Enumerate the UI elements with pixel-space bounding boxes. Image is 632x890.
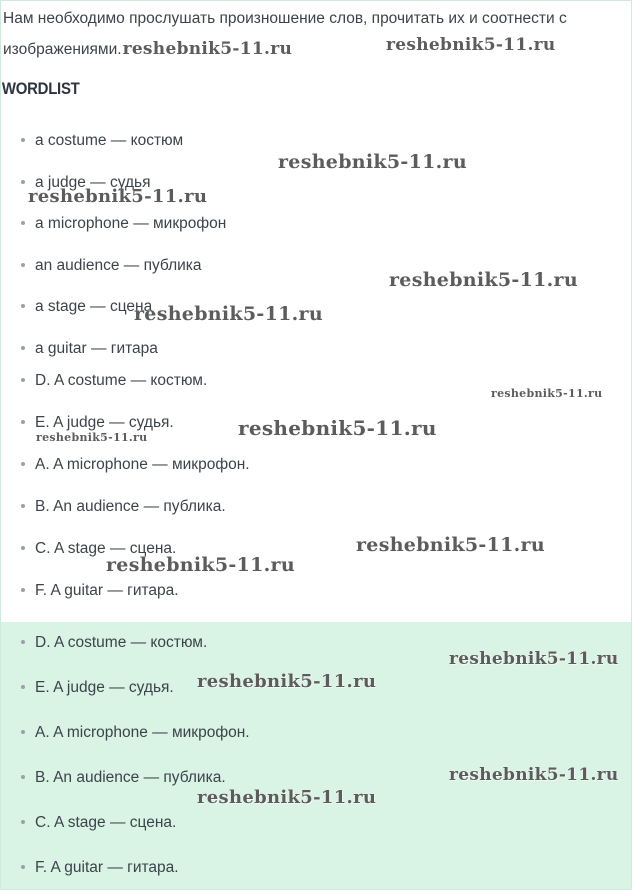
answers-list [1, 372, 631, 599]
list-item: D. A costume — костюм. [1, 634, 631, 651]
watermark: reshebnik5-11.ru [134, 303, 323, 325]
intro-paragraph [1, 1, 631, 65]
watermark: reshebnik5-11.ru [106, 554, 295, 576]
watermark: reshebnik5-11.ru [197, 787, 377, 808]
list-item: C. A stage — сцена. [1, 814, 631, 831]
list-item: a microphone — микрофон [1, 215, 631, 232]
watermark: reshebnik5-11.ru [356, 534, 545, 556]
watermark: reshebnik5-11.ru [449, 765, 619, 785]
watermark: reshebnik5-11.ru [278, 151, 467, 173]
watermark: reshebnik5-11.ru [36, 431, 148, 444]
list-item: F. A guitar — гитара. [1, 582, 631, 599]
watermark: reshebnik5-11.ru [386, 35, 556, 55]
list-item: a costume — костюм [1, 132, 631, 149]
list-item: an audience — публика [1, 257, 631, 274]
watermark: reshebnik5-11.ru [238, 416, 437, 440]
list-item: F. A guitar — гитара. [1, 859, 631, 876]
watermark: reshebnik5-11.ru [449, 649, 619, 669]
list-item: B. An audience — публика. [1, 498, 631, 515]
list-item: B. An audience — публика. [1, 769, 631, 786]
watermark: reshebnik5-11.ru [122, 39, 293, 59]
list-item: a judge — судья [1, 174, 631, 191]
list-item: A. A microphone — микрофон. [1, 456, 631, 473]
intro-text: Нам необходимо прослушать произношение слов, прочитать их и соотнести с изображениями. [3, 10, 567, 58]
watermark: reshebnik5-11.ru [28, 186, 208, 207]
list-item: D. A costume — костюм. [1, 372, 631, 389]
watermark: reshebnik5-11.ru [389, 269, 578, 291]
list-item: E. A judge — судья. [1, 414, 631, 431]
watermark: reshebnik5-11.ru [491, 387, 603, 400]
list-item: a stage — сцена [1, 298, 631, 315]
list-item: a guitar — гитара [1, 340, 631, 357]
list-item: E. A judge — судья. [1, 679, 631, 696]
wordlist-heading: WORDLIST [1, 79, 80, 98]
watermark: reshebnik5-11.ru [197, 671, 377, 692]
list-item: A. A microphone — микрофон. [1, 724, 631, 741]
list-item: C. A stage — сцена. [1, 540, 631, 557]
